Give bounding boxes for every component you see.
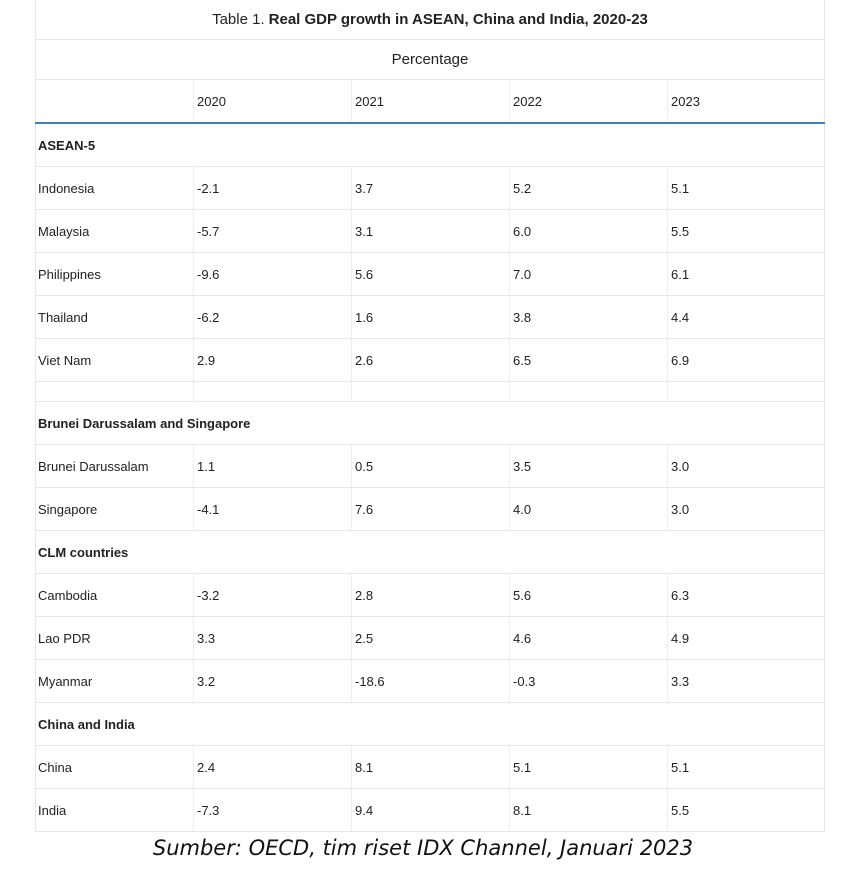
value-cell: 2.5	[351, 617, 509, 659]
value-cell: 4.4	[667, 296, 825, 338]
table-row	[35, 210, 825, 253]
value-cell: -9.6	[193, 253, 351, 295]
table-row	[35, 253, 825, 296]
row-label: India	[38, 802, 67, 818]
value-cell: 3.1	[351, 210, 509, 252]
value-cell: 2.6	[351, 339, 509, 381]
table-header-row	[35, 80, 825, 124]
row-label: Indonesia	[38, 180, 95, 196]
value-cell: 3.5	[509, 445, 667, 487]
value-cell: 3.3	[667, 660, 825, 702]
group-label: China and India	[38, 716, 135, 732]
column-header-2020: 2020	[193, 80, 351, 122]
group-label: CLM countries	[38, 544, 129, 560]
table-row	[35, 574, 825, 617]
row-label: Thailand	[38, 309, 88, 325]
value-cell: 2.8	[351, 574, 509, 616]
value-cell: 3.8	[509, 296, 667, 338]
row-label: Philippines	[38, 266, 101, 282]
value-cell: 3.7	[351, 167, 509, 209]
value-cell: -5.7	[193, 210, 351, 252]
value-cell: 5.6	[351, 253, 509, 295]
group-row	[35, 531, 825, 574]
table-row	[35, 296, 825, 339]
value-cell: -18.6	[351, 660, 509, 702]
value-cell: 1.1	[193, 445, 351, 487]
table-row	[35, 445, 825, 488]
row-label: Malaysia	[38, 223, 90, 239]
value-cell: 5.1	[667, 746, 825, 788]
group-row	[35, 402, 825, 445]
value-cell: 4.6	[509, 617, 667, 659]
value-cell: 3.2	[193, 660, 351, 702]
table-row	[35, 660, 825, 703]
value-cell: 4.0	[509, 488, 667, 530]
value-cell: 5.5	[667, 789, 825, 831]
value-cell: 8.1	[509, 789, 667, 831]
spacer-row	[35, 382, 825, 402]
group-row	[35, 124, 825, 167]
value-cell: 6.5	[509, 339, 667, 381]
table-row	[35, 617, 825, 660]
row-label: China	[38, 759, 72, 775]
value-cell: 5.1	[667, 167, 825, 209]
value-cell: 5.1	[509, 746, 667, 788]
value-cell: 7.6	[351, 488, 509, 530]
value-cell: 0.5	[351, 445, 509, 487]
row-label: Myanmar	[38, 673, 93, 689]
source-caption: Sumber: OECD, tim riset IDX Channel, Januari 2023	[152, 836, 694, 860]
spacer-cell	[667, 382, 825, 401]
column-header-2023: 2023	[667, 80, 825, 122]
value-cell: 7.0	[509, 253, 667, 295]
table-title	[35, 0, 825, 40]
value-cell: 2.4	[193, 746, 351, 788]
value-cell: 4.9	[667, 617, 825, 659]
value-cell: 2.9	[193, 339, 351, 381]
value-cell: -0.3	[509, 660, 667, 702]
value-cell: 9.4	[351, 789, 509, 831]
table-title-prefix: Table 1.	[212, 11, 265, 28]
value-cell: 5.2	[509, 167, 667, 209]
row-label: Cambodia	[38, 587, 98, 603]
table-row	[35, 746, 825, 789]
spacer-cell	[193, 382, 351, 401]
value-cell: 3.0	[667, 445, 825, 487]
table-row	[35, 339, 825, 382]
value-cell: -3.2	[193, 574, 351, 616]
group-label: ASEAN-5	[38, 137, 96, 153]
row-label: Viet Nam	[38, 352, 92, 368]
value-cell: 5.6	[509, 574, 667, 616]
value-cell: 6.3	[667, 574, 825, 616]
value-cell: 5.5	[667, 210, 825, 252]
column-header-2022: 2022	[509, 80, 667, 122]
column-header	[35, 80, 193, 122]
value-cell: 3.0	[667, 488, 825, 530]
table-title-text: Real GDP growth in ASEAN, China and India, 2020-23	[268, 11, 648, 28]
column-header-2021: 2021	[351, 80, 509, 122]
value-cell: 1.6	[351, 296, 509, 338]
row-label: Lao PDR	[38, 630, 91, 646]
spacer-cell	[351, 382, 509, 401]
row-label: Singapore	[38, 501, 98, 517]
spacer-cell	[509, 382, 667, 401]
row-label: Brunei Darussalam	[38, 458, 149, 474]
group-row	[35, 703, 825, 746]
value-cell: 8.1	[351, 746, 509, 788]
table-row	[35, 488, 825, 531]
value-cell: -2.1	[193, 167, 351, 209]
group-label: Brunei Darussalam and Singapore	[38, 415, 251, 431]
value-cell: -4.1	[193, 488, 351, 530]
table-unit: Percentage	[35, 40, 825, 80]
value-cell: -7.3	[193, 789, 351, 831]
value-cell: 6.9	[667, 339, 825, 381]
value-cell: -6.2	[193, 296, 351, 338]
value-cell: 6.0	[509, 210, 667, 252]
value-cell: 3.3	[193, 617, 351, 659]
table-row	[35, 167, 825, 210]
table-row	[35, 789, 825, 832]
value-cell: 6.1	[667, 253, 825, 295]
